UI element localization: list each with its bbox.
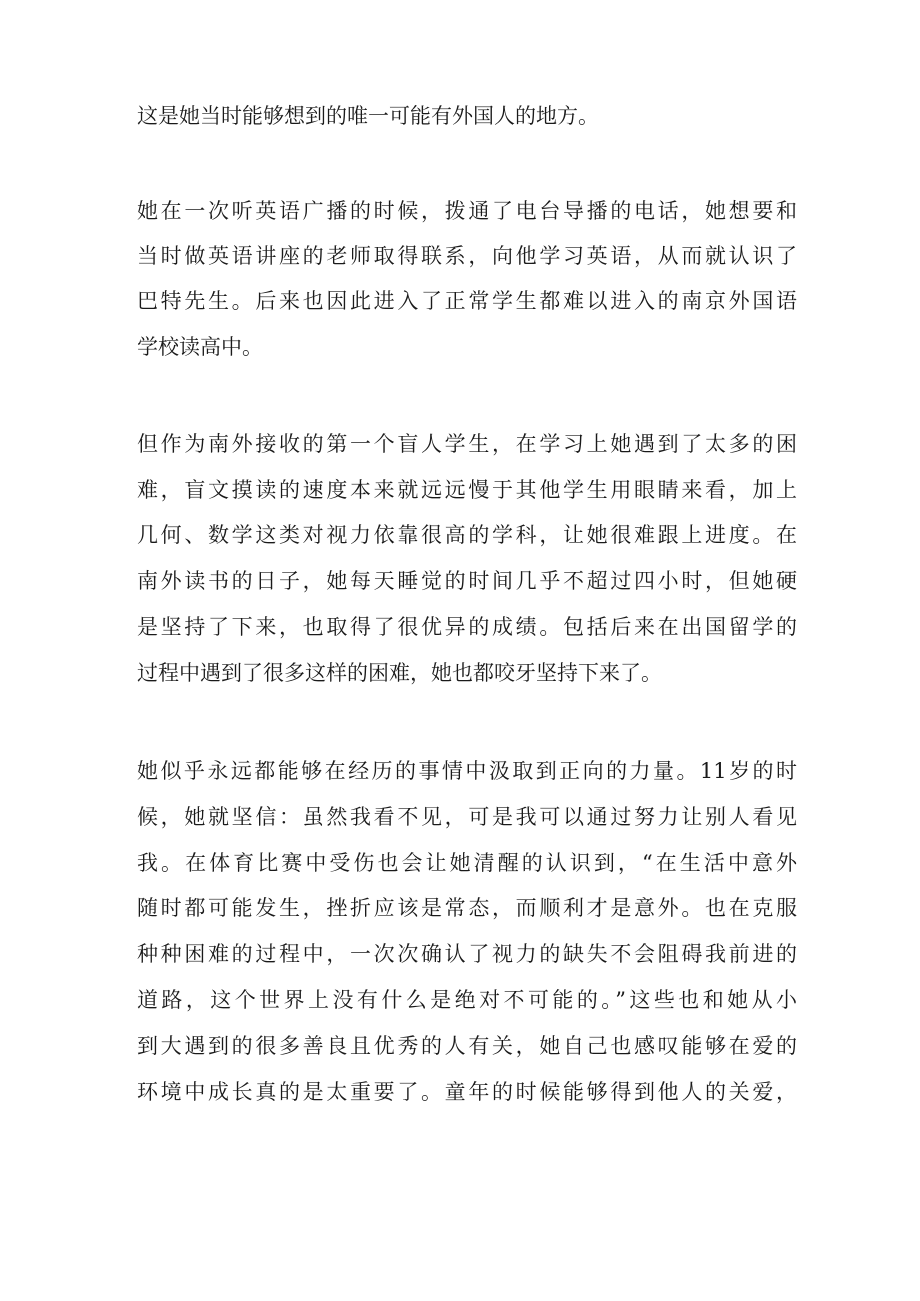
- paragraph-2-line-2: 当时做英语讲座的老师取得联系，向他学习英语，从而就认识了: [137, 244, 797, 268]
- paragraph-3-line-2: 难，盲文摸读的速度本来就远远慢于其他学生用眼睛来看，加上: [137, 478, 797, 502]
- paragraph-3-line-5: 是坚持了下来，也取得了很优异的成绩。包括后来在出国留学的: [137, 615, 797, 639]
- paragraph-3-line-1: 但作为南外接收的第一个盲人学生，在学习上她遇到了太多的困: [137, 432, 797, 456]
- paragraph-3-line-4: 南外读书的日子，她每天睡觉的时间几乎不超过四小时，但她硬: [137, 569, 797, 593]
- paragraph-2-line-1: 她在一次听英语广播的时候，拨通了电台导播的电话，她想要和: [137, 199, 797, 223]
- paragraph-4-line-6: 道路，这个世界上没有什么是绝对不可能的。”这些也和她从小: [137, 988, 797, 1012]
- paragraph-2-line-3: 巴特先生。后来也因此进入了正常学生都难以进入的南京外国语: [137, 289, 797, 313]
- paragraph-4-line-5: 种种困难的过程中，一次次确认了视力的缺失不会阻碍我前进的: [137, 942, 797, 966]
- paragraph-4-line-4: 随时都可能发生，挫折应该是常态，而顺利才是意外。也在克服: [137, 896, 797, 920]
- paragraph-4-line-3: 我。在体育比赛中受伤也会让她清醒的认识到，“在生活中意外: [137, 851, 797, 875]
- paragraph-4-line-7: 到大遇到的很多善良且优秀的人有关，她自己也感叹能够在爱的: [137, 1034, 797, 1058]
- paragraph-2-line-4: 学校读高中。: [137, 335, 263, 359]
- paragraph-4-line-1: 她似乎永远都能够在经历的事情中汲取到正向的力量。11岁的时: [137, 759, 797, 783]
- paragraph-4-line-8: 环境中成长真的是太重要了。童年的时候能够得到他人的关爱，: [137, 1080, 797, 1104]
- paragraph-4-line-2: 候，她就坚信：虽然我看不见，可是我可以通过努力让别人看见: [137, 805, 797, 829]
- paragraph-1-line-1: 这是她当时能够想到的唯一可能有外国人的地方。: [137, 104, 599, 128]
- paragraph-3-line-6: 过程中遇到了很多这样的困难，她也都咬牙坚持下来了。: [137, 661, 662, 685]
- paragraph-3-line-3: 几何、数学这类对视力依靠很高的学科，让她很难跟上进度。在: [137, 523, 797, 547]
